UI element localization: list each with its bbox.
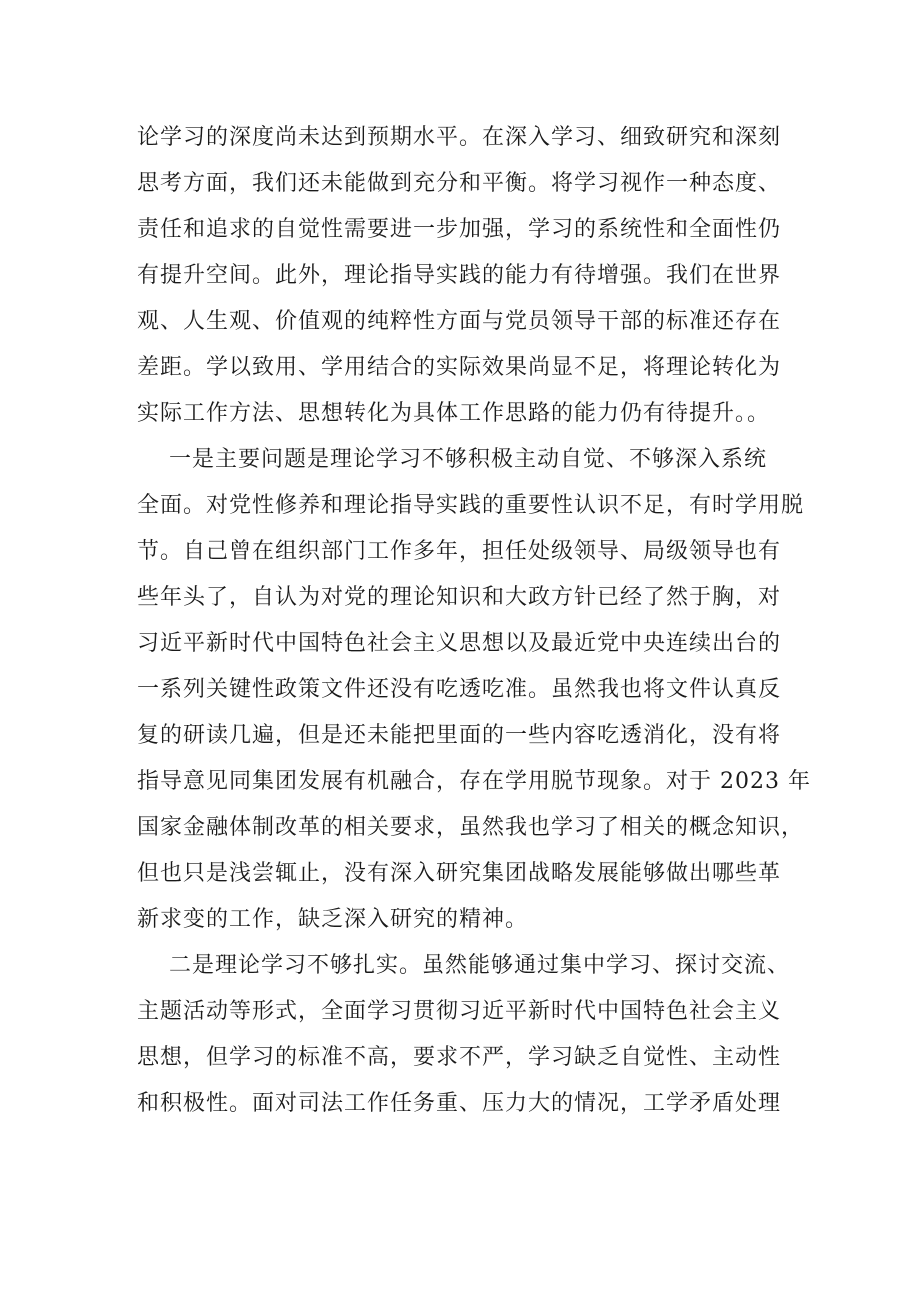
- text-line: 责任和追求的自觉性需要进一步加强，学习的系统性和全面性仍: [137, 217, 782, 242]
- text-line: 一是主要问题是理论学习不够积极主动自觉、不够深入系统: [137, 447, 767, 472]
- document-body: [137, 115, 811, 1127]
- text-line: 论学习的深度尚未达到预期水平。在深入学习、细致研究和深刻: [137, 125, 782, 150]
- text-line: 差距。学以致用、学用结合的实际效果尚显不足，将理论转化为: [137, 355, 782, 380]
- text-line: 习近平新时代中国特色社会主义思想以及最近党中央连续出台的: [137, 631, 782, 656]
- text-line: 但也只是浅尝辄止，没有深入研究集团战略发展能够做出哪些革: [137, 861, 782, 886]
- text-line: 复的研读几遍，但是还未能把里面的一些内容吃透消化，没有将: [137, 723, 782, 748]
- paragraph-point-one: [137, 437, 811, 943]
- text-line: 主题活动等形式，全面学习贯彻习近平新时代中国特色社会主义: [137, 999, 782, 1024]
- text-line: 全面。对党性修养和理论指导实践的重要性认识不足，有时学用脱: [137, 493, 805, 518]
- text-line: 二是理论学习不够扎实。虽然能够通过集中学习、探讨交流、: [137, 953, 790, 978]
- paragraph-point-two: [137, 943, 797, 1127]
- text-line: 新求变的工作，缺乏深入研究的精神。: [137, 907, 529, 932]
- text-line: 和积极性。面对司法工作任务重、压力大的情况，工学矛盾处理: [137, 1091, 782, 1116]
- text-line: 有提升空间。此外，理论指导实践的能力有待增强。我们在世界: [137, 263, 782, 288]
- text-line: 观、人生观、价值观的纯粹性方面与党员领导干部的标准还存在: [137, 309, 782, 334]
- text-line: 思考方面，我们还未能做到充分和平衡。将学习视作一种态度、: [137, 171, 782, 196]
- text-line: 一系列关键性政策文件还没有吃透吃准。虽然我也将文件认真反: [137, 677, 782, 702]
- text-line: 国家金融体制改革的相关要求，虽然我也学习了相关的概念知识，: [137, 815, 805, 840]
- text-line: 节。自己曾在组织部门工作多年，担任处级领导、局级领导也有: [137, 539, 782, 564]
- text-line: 些年头了，自认为对党的理论知识和大政方针已经了然于胸，对: [137, 585, 782, 610]
- text-line: 思想，但学习的标准不高，要求不严，学习缺乏自觉性、主动性: [137, 1045, 782, 1070]
- text-line: 实际工作方法、思想转化为具体工作思路的能力仍有待提升。。: [137, 401, 771, 426]
- paragraph-continuation: [137, 115, 797, 437]
- text-line: 指导意见同集团发展有机融合，存在学用脱节现象。对于 2023 年: [137, 769, 811, 794]
